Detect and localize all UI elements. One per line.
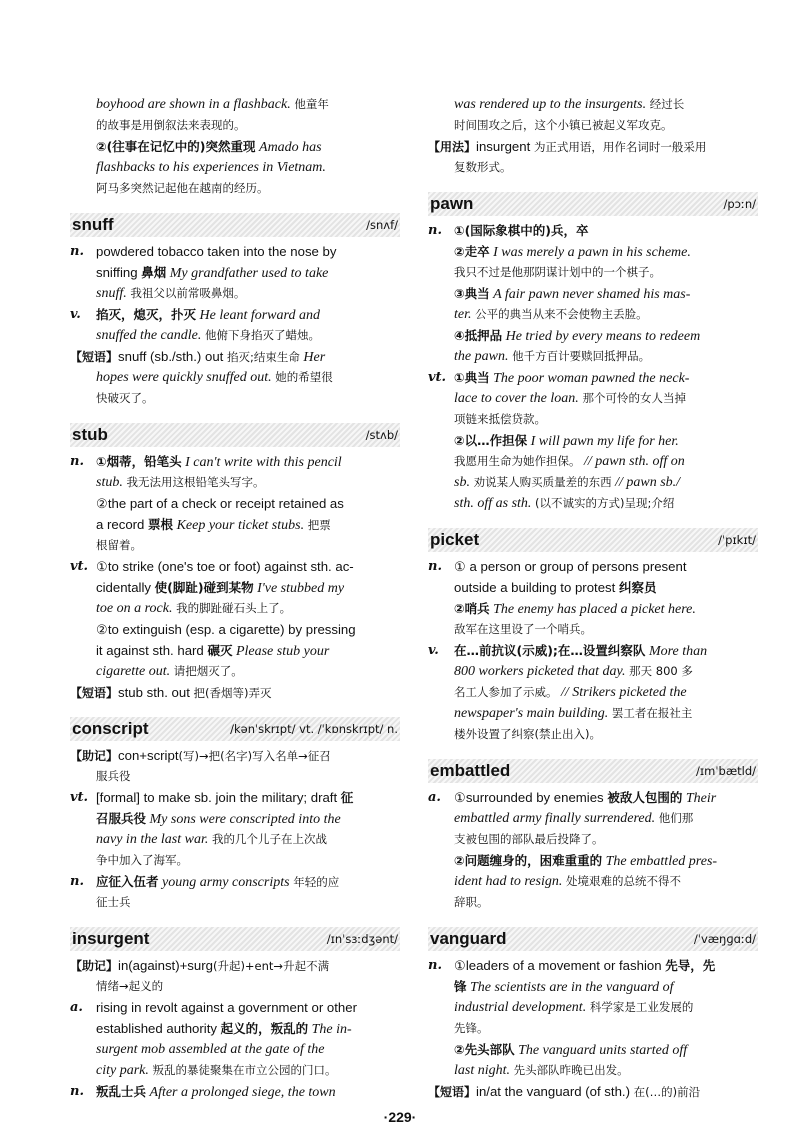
page-number: ·229·: [383, 1109, 417, 1125]
pos-label: n.: [428, 223, 442, 238]
headword: vanguard: [430, 929, 507, 948]
entry-line: ②the part of a check or receipt retained as: [96, 496, 344, 511]
entry-line: snuff. 我祖父以前常吸鼻烟。: [96, 286, 246, 301]
entry-line: ②to extinguish (esp. a cigarette) by pressing: [96, 622, 356, 637]
headword-bar: [428, 528, 758, 552]
entry-snuff: [70, 213, 400, 409]
pos-label: n.: [70, 874, 84, 889]
entry-line: hopes were quickly snuffed out. 她的希望很: [96, 370, 333, 385]
headword: picket: [430, 530, 480, 549]
pos-label: a.: [70, 1000, 83, 1015]
entry-line: 征士兵: [96, 895, 131, 909]
headword-bar: [428, 927, 758, 951]
entry-line: 【短语】snuff (sb./sth.) out 掐灭;结束生命 Her: [70, 349, 326, 365]
entry-line: 的故事是用倒叙法来表现的。: [96, 118, 246, 132]
entry-picket: [428, 528, 758, 745]
entry-line: sb. 劝说某人购买质量差的东西 // pawn sb./: [454, 475, 681, 490]
entry-line: 情绪→起义的: [96, 979, 164, 993]
entry-line: industrial development. 科学家是工业发展的: [454, 1000, 694, 1015]
pos-label: n.: [70, 244, 84, 259]
headword-bar: [70, 717, 400, 741]
entry-line: vt. [formal] to make sb. join the military; draft 征: [70, 787, 400, 808]
entry-line: 【短语】in/at the vanguard (of sth.) 在(…的)前沿: [428, 1084, 701, 1099]
phonetic: /ˈvæŋɡɑːd/: [693, 932, 756, 946]
entry-line: 支被包围的部队最后投降了。: [454, 832, 604, 846]
pos-label: n.: [70, 454, 84, 469]
entry-line: 锋 The scientists are in the vanguard of: [454, 979, 674, 995]
entry-line: ②以…作担保 I will pawn my life for her.: [454, 433, 679, 449]
entry-line: 我只不过是他那阴谋计划中的一个棋子。: [454, 265, 661, 279]
entry-pawn: [428, 192, 758, 514]
entry-line: ②先头部队 The vanguard units started off: [454, 1042, 688, 1058]
pos-label: vt.: [428, 370, 447, 385]
entry-line: 【用法】insurgent 为正式用语，用作名词时一般采用: [428, 139, 707, 154]
pos-label: a.: [428, 790, 441, 805]
entry-line: 快破灭了。: [96, 391, 154, 405]
pos-label: vt.: [70, 559, 89, 574]
entry-line: stub. 我无法用这根铅笔头写字。: [96, 475, 265, 490]
entry-line: n. ①leaders of a movement or fashion 先导，先: [428, 955, 758, 976]
pos-label: v.: [70, 307, 81, 322]
phonetic: /ɪnˈsɜːdʒənt/: [326, 932, 398, 946]
entry-line: 阿马多突然记起他在越南的经历。: [96, 181, 269, 195]
headword: conscript: [72, 719, 149, 738]
entry-line: vt. ①to strike (one's toe or foot) against sth. ac-: [70, 556, 400, 577]
entry-line: newspaper's main building. 罢工者在报社主: [454, 706, 693, 721]
entry-line: 【短语】stub sth. out 把(香烟等)弄灭: [70, 685, 272, 700]
headword-bar: [70, 423, 400, 447]
entry-stub: [70, 423, 400, 703]
entry-line: ident had to resign. 处境艰难的总统不得不: [454, 874, 682, 889]
entry-line: sniffing 鼻烟 My grandfather used to take: [96, 265, 329, 281]
entry-line: 辞职。: [454, 895, 489, 909]
entry-line: 召服兵役 My sons were conscripted into the: [96, 811, 341, 827]
entry-line: 根留着。: [96, 538, 142, 552]
entry-line: 敌军在这里设了一个哨兵。: [454, 622, 592, 636]
entry-line: n. ①烟蒂，铅笔头 I can't write with this pencil: [70, 451, 400, 472]
entry-line: last night. 先头部队昨晚已出发。: [454, 1063, 629, 1078]
entry-line: cidentally 使(脚趾)碰到某物 I've stubbed my: [96, 580, 345, 596]
entry-line: ter. 公平的典当从来不会使物主丢脸。: [454, 307, 648, 322]
phonetic: /stʌb/: [365, 428, 398, 442]
insurgent-continuation: [428, 94, 758, 178]
entry-embattled: [428, 759, 758, 913]
entry-line: 时间围攻之后，这个小镇已被起义军攻克。: [454, 118, 673, 132]
entry-line: established authority 起义的，叛乱的 The in-: [96, 1021, 352, 1037]
headword: embattled: [430, 761, 511, 780]
entry-line: toe on a rock. 我的脚趾碰石头上了。: [96, 601, 292, 616]
entry-line: 项链来抵偿贷款。: [454, 412, 546, 426]
entry-line: city park. 叛乱的暴徒聚集在市立公园的门口。: [96, 1063, 337, 1078]
entry-line: n. powdered tobacco taken into the nose by: [70, 241, 400, 262]
headword: pawn: [430, 194, 474, 213]
entry-line: a record 票根 Keep your ticket stubs. 把票: [96, 517, 331, 533]
pos-label: n.: [70, 1084, 84, 1099]
entry-line: a. rising in revolt against a government or other: [70, 997, 400, 1018]
entry-line: 先锋。: [454, 1021, 489, 1035]
entry-line: navy in the last war. 我的几个儿子在上次战: [96, 832, 328, 847]
entry-line: surgent mob assembled at the gate of the: [96, 1042, 325, 1057]
entry-line: n. ①(国际象棋中的)兵，卒: [428, 220, 758, 241]
headword-bar: [70, 927, 400, 951]
flashback-continuation: [70, 94, 400, 199]
headword-bar: [428, 192, 758, 216]
entry-line: 楼外设置了纠察(禁止出入)。: [454, 727, 601, 741]
entry-line: lace to cover the loan. 那个可怜的女人当掉: [454, 391, 686, 406]
entry-line: was rendered up to the insurgents. 经过长: [454, 97, 685, 112]
entry-line: ②哨兵 The enemy has placed a picket here.: [454, 601, 696, 617]
entry-line: flashbacks to his experiences in Vietnam.: [96, 160, 326, 175]
entry-line: ②走卒 I was merely a pawn in his scheme.: [454, 244, 691, 260]
entry-vanguard: [428, 927, 758, 1102]
pos-label: v.: [428, 643, 439, 658]
entry-line: n. ① a person or group of persons present: [428, 556, 758, 577]
entry-line: cigarette out. 请把烟灭了。: [96, 664, 243, 679]
entry-line: ②问题缠身的，困难重重的 The embattled pres-: [454, 853, 718, 869]
headword: snuff: [72, 215, 114, 234]
entry-line: snuffed the candle. 他俯下身掐灭了蜡烛。: [96, 328, 321, 343]
entry-line: n. 叛乱士兵 After a prolonged siege, the town: [70, 1081, 400, 1102]
entry-line: 【助记】con+script(写)→把(名字)写入名单→征召: [70, 748, 331, 763]
phonetic: /pɔːn/: [723, 197, 756, 211]
entry-insurgent: [70, 927, 400, 1102]
entry-line: sth. off as sth. (以不诚实的方式)呈现;介绍: [454, 496, 675, 511]
entry-line: ②(往事在记忆中的)突然重现 Amado has: [96, 139, 322, 155]
phonetic: /ɪmˈbætld/: [696, 764, 756, 778]
phonetic: /ˈpɪkɪt/: [718, 533, 756, 547]
entry-line: ③典当 A fair pawn never shamed his mas-: [454, 286, 691, 302]
entry-line: 我愿用生命为她作担保。 // pawn sth. off on: [454, 454, 685, 469]
left-column: [70, 94, 400, 1102]
entry-line: 名工人参加了示威。 // Strikers picketed the: [454, 685, 687, 700]
pos-label: n.: [428, 559, 442, 574]
entry-line: ④抵押品 He tried by every means to redeem: [454, 328, 701, 344]
entry-line: embattled army finally surrendered. 他们那: [454, 811, 694, 826]
entry-line: n. 应征入伍者 young army conscripts 年轻的应: [70, 871, 400, 892]
entry-conscript: [70, 717, 400, 913]
entry-line: v. 在…前抗议(示威);在…设置纠察队 More than: [428, 640, 758, 661]
entry-line: vt. ①典当 The poor woman pawned the neck-: [428, 367, 758, 388]
headword: insurgent: [72, 929, 150, 948]
entry-line: 服兵役: [96, 769, 131, 783]
entry-line: outside a building to protest 纠察员: [454, 580, 657, 595]
entry-line: v. 掐灭，熄灭，扑灭 He leant forward and: [70, 304, 400, 325]
phonetic: /snʌf/: [366, 218, 398, 232]
pos-label: n.: [428, 958, 442, 973]
entry-line: 800 workers picketed that day. 那天 800 多: [454, 664, 693, 679]
headword-bar: [428, 759, 758, 783]
entry-line: a. ①surrounded by enemies 被敌人包围的 Their: [428, 787, 758, 808]
pos-label: vt.: [70, 790, 89, 805]
entry-line: boyhood are shown in a flashback. 他童年: [96, 97, 329, 112]
entry-line: it against sth. hard 碾灭 Please stub your: [96, 643, 330, 659]
entry-line: 复数形式。: [454, 160, 512, 174]
entry-line: the pawn. 他千方百计要赎回抵押品。: [454, 349, 651, 364]
phonetic: /kənˈskrɪpt/ vt. /ˈkɒnskrɪpt/ n.: [230, 722, 398, 736]
headword-bar: [70, 213, 400, 237]
headword: stub: [72, 425, 108, 444]
entry-line: 争中加入了海军。: [96, 853, 188, 867]
entry-line: 【助记】in(against)+surg(升起)+ent→升起不满: [70, 958, 330, 973]
right-column: [428, 94, 758, 1102]
